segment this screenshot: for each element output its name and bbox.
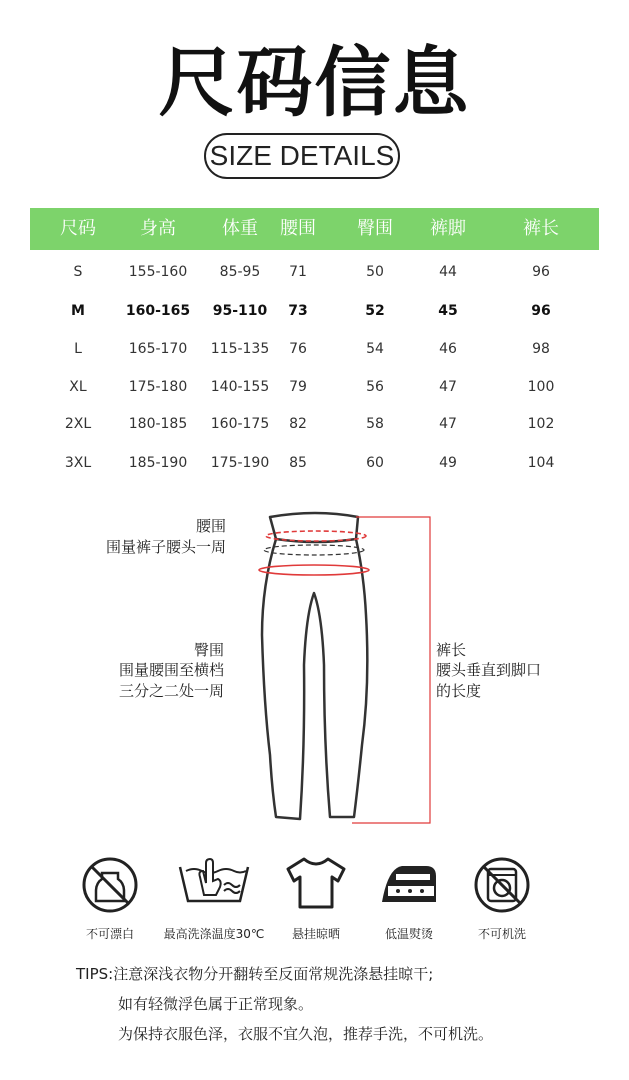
no-machine-wash-icon	[472, 855, 532, 915]
cell-waist: 73	[288, 303, 308, 319]
table-row	[30, 448, 599, 478]
hip-desc-2: 三分之二处一周	[118, 682, 224, 700]
cell-size: L	[74, 341, 82, 357]
pants-outline-icon	[262, 513, 367, 819]
hip-title: 臀围	[193, 641, 224, 659]
cell-size: 2XL	[64, 416, 92, 432]
size-table-header	[30, 208, 599, 250]
table-row	[30, 334, 599, 364]
cell-waist: 82	[289, 416, 307, 432]
cell-weight: 140-155	[210, 379, 270, 395]
cell-length: 104	[527, 455, 555, 471]
no-bleach-icon	[80, 855, 140, 915]
cell-hip: 52	[365, 303, 385, 319]
header-size: 尺码	[60, 218, 96, 239]
hip-measure-line	[259, 565, 369, 575]
wash-30-icon	[176, 855, 252, 907]
cell-hip: 60	[366, 455, 384, 471]
cell-height: 175-180	[128, 379, 188, 395]
cell-weight: 85-95	[219, 264, 261, 280]
cell-waist: 71	[289, 264, 307, 280]
cell-height: 180-185	[128, 416, 188, 432]
cell-hip: 54	[366, 341, 384, 357]
cell-hem: 47	[439, 416, 457, 432]
tips-line-1: TIPS:注意深浅衣物分开翻转至反面常规洗涤悬挂晾干;	[76, 965, 434, 983]
cell-height: 155-160	[128, 264, 188, 280]
cell-weight: 115-135	[210, 341, 270, 357]
length-desc-2: 的长度	[436, 682, 482, 700]
header-hem: 裤脚	[430, 218, 466, 239]
cell-waist: 85	[289, 455, 307, 471]
cell-height: 165-170	[128, 341, 188, 357]
cell-weight: 175-190	[210, 455, 270, 471]
length-measure-bracket	[352, 517, 430, 823]
cell-length: 102	[527, 416, 555, 432]
cell-hip: 56	[366, 379, 384, 395]
cell-length: 96	[532, 264, 550, 280]
header-weight: 体重	[222, 218, 258, 239]
length-desc-1: 腰头垂直到脚口	[436, 661, 542, 679]
low-iron-icon	[374, 858, 444, 908]
table-row	[30, 296, 599, 326]
cell-size: M	[71, 303, 85, 319]
waist-desc: 围量裤子腰头一周	[105, 538, 226, 556]
table-row	[30, 409, 599, 439]
cell-hem: 45	[438, 303, 458, 319]
hang-dry-icon	[284, 855, 348, 911]
cell-weight: 160-175	[210, 416, 270, 432]
table-row	[30, 257, 599, 287]
cell-height: 160-165	[125, 303, 191, 319]
cell-length: 98	[532, 341, 550, 357]
cell-length: 96	[531, 303, 551, 319]
cell-length: 100	[527, 379, 555, 395]
cell-weight: 95-110	[212, 303, 268, 319]
cell-waist: 79	[289, 379, 307, 395]
cell-hem: 47	[439, 379, 457, 395]
table-row	[30, 372, 599, 402]
waist-line	[264, 545, 364, 555]
page-title: 尺码信息	[158, 38, 471, 127]
waist-title: 腰围	[195, 517, 226, 535]
header-hip: 臀围	[357, 218, 393, 239]
cell-hem: 46	[439, 341, 457, 357]
page-subtitle: SIZE DETAILS	[204, 133, 400, 179]
care-label-low-iron: 低温熨烫	[384, 927, 433, 941]
cell-size: 3XL	[64, 455, 92, 471]
header-height: 身高	[140, 218, 176, 239]
hip-desc-1: 围量腰围至横档	[118, 661, 224, 679]
tips-line-2: 如有轻微浮色属于正常现象。	[118, 995, 314, 1013]
care-label-hang-dry: 悬挂晾晒	[291, 927, 340, 941]
header-length: 裤长	[523, 218, 559, 239]
cell-height: 185-190	[128, 455, 188, 471]
care-label-no-machine-wash: 不可机洗	[477, 927, 526, 941]
cell-hem: 49	[439, 455, 457, 471]
length-title: 裤长	[436, 641, 467, 659]
cell-waist: 76	[289, 341, 307, 357]
cell-size: XL	[69, 379, 87, 395]
cell-size: S	[73, 264, 83, 280]
care-label-wash-30: 最高洗涤温度30℃	[163, 927, 265, 941]
cell-hip: 58	[366, 416, 384, 432]
tips-line-3: 为保持衣服色泽，衣服不宜久泡，推荐手洗，不可机洗。	[118, 1025, 494, 1043]
header-waist: 腰围	[280, 218, 316, 239]
cell-hip: 50	[366, 264, 384, 280]
cell-hem: 44	[439, 264, 457, 280]
care-label-no-bleach: 不可漂白	[85, 927, 134, 941]
